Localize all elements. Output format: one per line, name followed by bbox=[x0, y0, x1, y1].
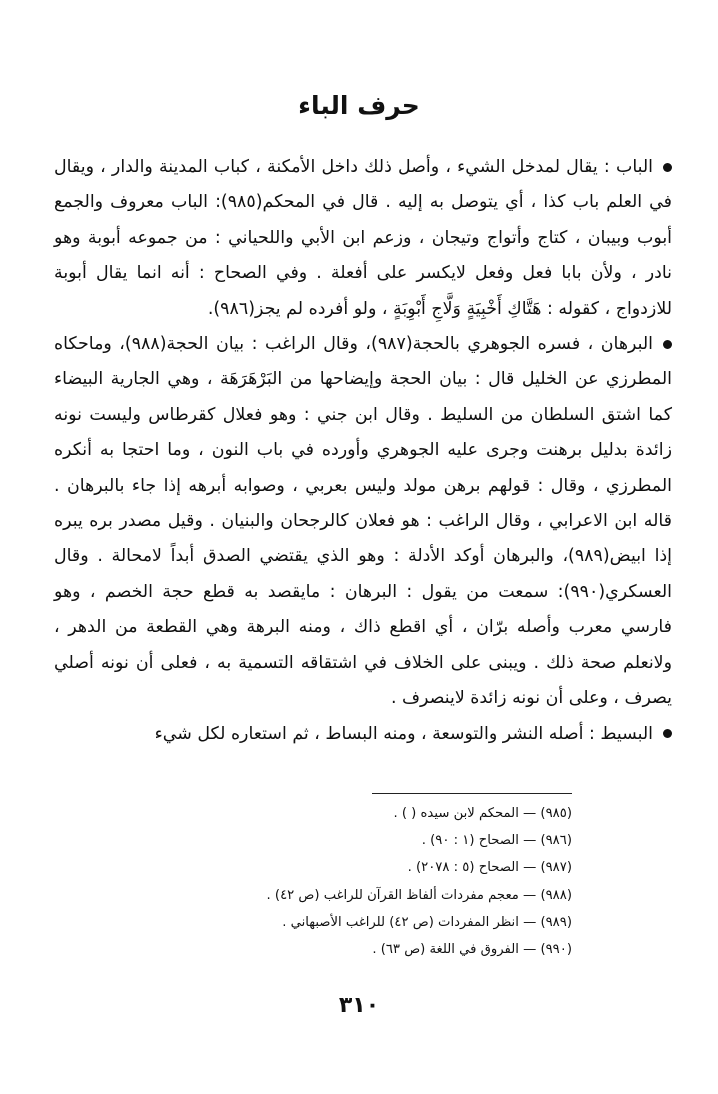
entry-burhan bbox=[54, 327, 672, 716]
footnote-988: (٩٨٨) — معجم مفردات ألفاظ القرآن للراغب (ص ٤٢) . bbox=[266, 887, 572, 903]
entry-basit bbox=[54, 717, 672, 752]
body-text bbox=[54, 150, 672, 752]
bullet-icon bbox=[663, 729, 672, 738]
chapter-title: حرف الباء bbox=[298, 91, 420, 120]
footnotes-list bbox=[120, 800, 572, 963]
footnote-985: (٩٨٥) — المحكم لابن سيده ( ) . bbox=[393, 806, 572, 821]
entry-bab bbox=[54, 150, 672, 327]
bullet-icon bbox=[663, 163, 672, 172]
entry-text: البسيط : أصله النشر والتوسعة ، ومنه البساط ، ثم استعاره لكل شيء bbox=[154, 723, 653, 744]
footnote-987: (٩٨٧) — الصحاح (٥ : ٢٠٧٨) . bbox=[407, 860, 572, 876]
page-number: ٣١٠ bbox=[338, 993, 380, 1018]
entry-text: البرهان ، فسره الجوهري بالحجة(٩٨٧)، وقال الراغب : بيان الحجة(٩٨٨)، وماحكاه المطرزي عن الخليل قال : بيان الحجة وإيضاحها من البَرْهَرَهَة ، وهي الجارية البيضاء كما اشتق السلطان من السليط . وقال ابن جني : وهو فعلال كقرطاس وليست نونه زائدة بدليل برهنت وجرى عليه الجوهري وأورده في باب النون ، وما احتجا به أنكره المطرزي ، وقال : قولهم برهن مولد وليس بعربي ، وصوابه أبرهه إذا جاء بالبرهان . قاله ابن الاعرابي ، وقال الراغب : هو فعلان كالرجحان والبنيان . وقيل مصدر بره يبره إذا ابيض(٩٨٩)، والبرهان أوكد الأدلة : وهو الذي يقتضي الصدق أبداً لامحالة . وقال العسكري(٩٩٠): سمعت من يقول : البرهان : مايقصد به قطع حجة الخصم ، وهو فارسي معرب وأصله برّان ، أي اقطع ذاك ، ومنه البرهة وهي القطعة من الدهر ، ولانعلم صحة ذلك . ويبنى على الخلاف في اشتقاقه التسمية به ، فعلى أن نونه أصلي يصرف ، وعلى أن نونه زائدة لاينصرف . bbox=[54, 334, 672, 709]
entry-text: الباب : يقال لمدخل الشيء ، وأصل ذلك داخل الأمكنة ، كباب المدينة والدار ، ويقال في العلم باب كذا ، أي يتوصل به إليه . قال في المحكم(٩٨٥): الباب معروف والجمع أبوب وبيبان ، كتاج وأتواج وتيجان ، وزعم ابن الأبي واللحياني : من جموعه أبوبة وهو نادر ، ولأن بابا فعل وفعل لايكسر على أفعلة . وفي الصحاح : أنه انما يقال أبوبة للازدواج ، كقوله : هَتَّاكِ أَخْبِيَةٍ وَلَّاجِ أَبْوِبَةٍ ، ولو أفرده لم يجز(٩٨٦). bbox=[54, 157, 672, 319]
footnote-986: (٩٨٦) — الصحاح (١ : ٩٠) . bbox=[421, 833, 572, 849]
footnote-divider bbox=[372, 793, 572, 794]
footnote-990: (٩٩٠) — الفروق في اللغة (ص ٦٣) . bbox=[372, 942, 572, 958]
bullet-icon bbox=[663, 340, 672, 349]
footnote-989: (٩٨٩) — انظر المفردات (ص ٤٢) للراغب الأصبهاني . bbox=[282, 914, 572, 930]
